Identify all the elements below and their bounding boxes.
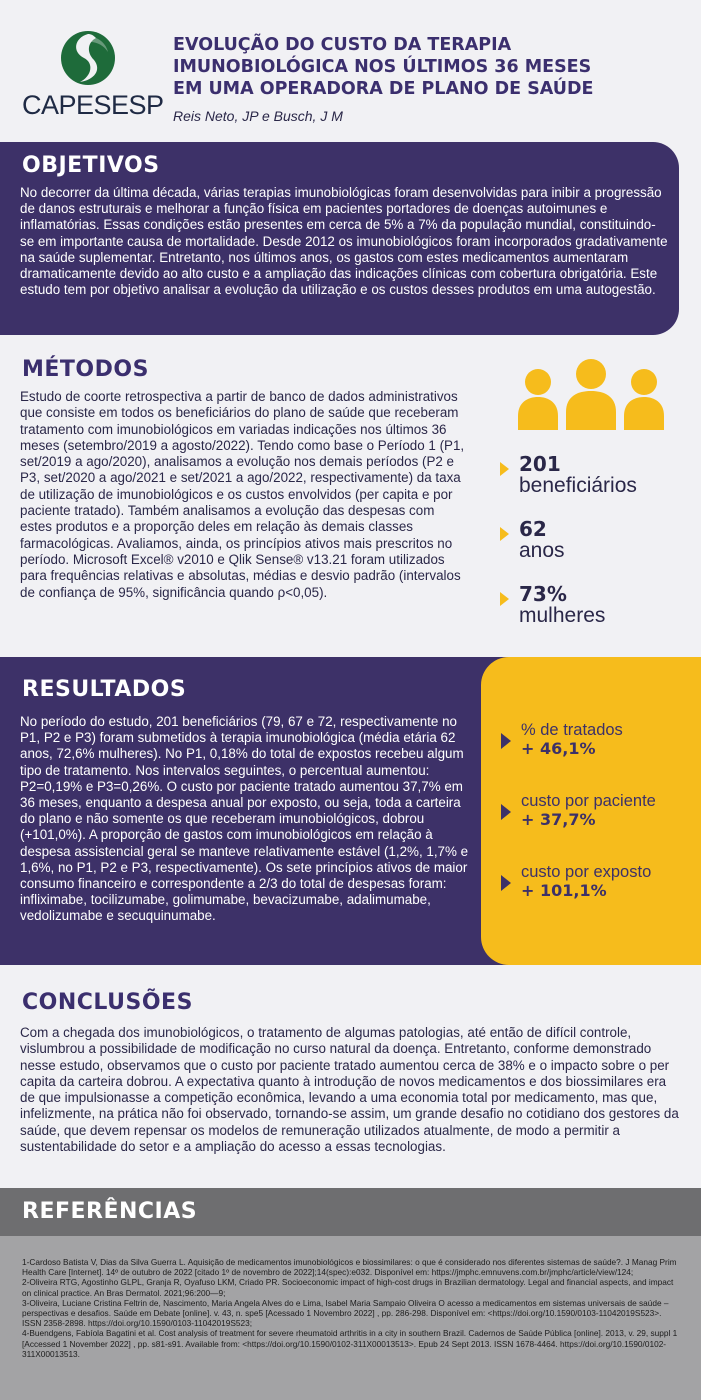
stat-value: 62 [519,517,547,541]
poster-header [0,0,701,140]
reference-item: 3-Oliveira, Luciane Cristina Feltrin de, Nascimento, Maria Angela Alves do e Lima, Isabel Maria Sampaio Oliveira O acesso a medicamentos em sistemas universais de saúde – perspectivas e desafios. Saúde em Debate [online]. v. 43, n. spe5 [Acessado 1 Novembro 2022] , pp. 286-298. Disponível em: <https://doi.org/10.1590/0103-11042019S523>. ISSN 2358-2898. https://doi.org/10.1590/0103-11042019S523; [22,1297,669,1329]
people-group-icon [516,358,666,430]
logo-text: CAPESESP [22,90,164,120]
resultados-highlight-panel [481,657,701,965]
conclusoes-body: Com a chegada dos imunobiológicos, o tratamento de algumas patologias, até então de difícil controle, vislumbrou a possibilidade de modificação no curso natural da doença. Entretanto, conforme demonstrado nesse estudo, observamos que o custo por paciente tratado aumentou cerca de 38% e o impacto sobre o per capita da carteira dobrou. A expectativa quanto à introdução de novos medicamentos e dos biossimilares era de que impulsionasse a competição econômica, levando a uma economia total por medicamento, mas que, infelizmente, na prática não foi observado, tornando-se assim, um grande desafio no cotidiano dos gestores da saúde, que devem repensar os modelos de remuneração utilizados atualmente, de modo a permitir a sustentabilidade do setor e a ampliação do acesso a essas tecnologias. [20,1025,679,1155]
stat-value: 201 [519,452,561,476]
referencias-heading: REFERÊNCIAS [22,1199,198,1224]
result-arrow-icon [501,733,511,749]
result-stat-value: + 101,1% [521,881,607,900]
reference-list [22,1257,682,1359]
stat-label: mulheres [519,604,606,627]
conclusoes-heading: CONCLUSÕES [22,990,193,1015]
result-arrow-icon [501,804,511,820]
resultados-body: No período do estudo, 201 beneficiários (79, 67 e 72, respectivamente no P1, P2 e P3) foram submetidos à terapia imunobiológica (média etária 62 anos, 72,6% mulheres). No P1, 0,18% do total de expostos recebeu algum tipo de tratamento. Nos intervalos seguintes, o percentual aumentou: P2=0,19% e P3=0,26%. O custo por paciente tratado aumentou 37,7% em 36 meses, enquanto a despesa anual por exposto, ou seja, toda a carteira do plano e não somente os que receberam imunobiológicos, dobrou (+101,0%). A proporção de gastos com imunobiológicos em relação à despesa assistencial geral se manteve relativamente estável (1,2%, 1,7% e 1,6%, no P1, P2 e P3, respectivamente). Os sete princípios ativos de maior consumo financeiro e correspondente a 2/3 do total de despesas foram: infliximabe, tocilizumabe, golimumabe, bevacizumabe, adalimumabe, vedolizumabe e secuquinumabe. [20,714,469,924]
reference-item: 4-Buendgens, Fabíola Bagatini et al. Cost analysis of treatment for severe rheumatoid arthritis in a city in southern Brazil. Cadernos de Saúde Pública [online]. 2013, v. 29, suppl 1 [Accessed 1 November 2022] , pp. s81-s91. Available from: <https://doi.org/10.1590/0102-311X00013513>. Epub 24 Sept 2013. ISSN 1678-4464. https://doi.org/10.1590/0102-311X00013513. [22,1328,678,1359]
result-stat-label: custo por exposto [521,863,652,881]
metodos-body: Estudo de coorte retrospectiva a partir de banco de dados administrativos que consiste em todos os beneficiários do plano de saúde que receberam tratamento com imunobiológicos em variadas indicações nos últimos 36 meses (setembro/2019 a agosto/2022). Tendo como base o Período 1 (P1, set/2019 a ago/2020), analisamos a evolução nos demais períodos (P2 e P3, set/2020 a ago/2021 e set/2021 a ago/2022, respectivamente) da taxa de utilização de imunobiológicos e os custos envolvidos (per capita e por paciente tratado). Também analisamos a evolução das despesas com estes produtos e a proporção deles em relação às demais classes farmacológicas. Avaliamos, ainda, os princípios ativos mais prescritos no período. Microsoft Excel® v2010 e Qlik Sense® v13.21 foram utilizados para frequências relativas e absolutas, médias e desvio padrão (intervalos de confiança de 95%, significância quando ρ<0,05). [20,389,465,600]
resultados-section [0,657,701,965]
stat-value: 73% [519,582,567,606]
capesesp-logo [22,28,164,128]
resultados-heading: RESULTADOS [22,677,187,702]
objetivos-body: No decorrer da última década, várias terapias imunobiológicas foram desenvolvidas para inibir a progressão de danos estruturais e melhorar a função física em pacientes portadores de doenças autoimunes e inflamatórias. Essas condições estão presentes em cerca de 5% a 7% da população mundial, constituindo-se em importante causa de mortalidade. Desde 2012 os imunobiológicos foram incorporados gradativamente na saúde suplementar. Entretanto, nos últimos anos, os gastos com estes medicamentos aumentaram dramaticamente devido ao alto custo e a ampliação das indicações clínicas com cobertura obrigatória. Este estudo tem por objetivo analisar a evolução da utilização e os custos desses produtos em uma autogestão. [20,185,668,298]
stat-arrow-icon [500,527,509,541]
objetivos-section [0,142,679,335]
referencias-header [0,1188,701,1236]
result-arrow-icon [501,875,511,891]
poster-title: EVOLUÇÃO DO CUSTO DA TERAPIA IMUNOBIOLÓGICA NOS ÚLTIMOS 36 MESES EM UMA OPERADORA DE PLANO DE SAÚDE [173,35,594,99]
stat-arrow-icon [500,592,509,606]
result-stat-value: + 37,7% [521,810,596,829]
stat-label: beneficiários [519,474,637,497]
reference-item: 2-Oliveira RTG, Agostinho GLPL, Granja R, Oyafuso LKM, Criado PR. Socioeconomic impact of high-cost drugs in Brazilian dermatology. Legal and financial aspects, and impact on clinical practice. An Bras Dermatol. 2021;96:200—9; [22,1277,674,1298]
stat-arrow-icon [500,462,509,476]
authors: Reis Neto, JP e Busch, J M [173,108,343,124]
stat-label: anos [519,539,565,562]
objetivos-heading: OBJETIVOS [22,153,160,178]
result-stat-value: + 46,1% [521,739,596,758]
result-stat-label: % de tratados [521,721,623,739]
metodos-heading: MÉTODOS [22,357,149,382]
logo-mark-icon [60,30,116,86]
result-stat-label: custo por paciente [521,792,656,810]
referencias-body [0,1236,701,1400]
reference-item: 1-Cardoso Batista V, Dias da Silva Guerra L. Aquisição de medicamentos imunobiológicos e biossimilares: o que é considerado nos diferentes sistemas de saúde?. J Manag Prim Health Care [Internet]. 14º de outubro de 2022 [citado 1º de novembro de 2022];14(spec):e032. Disponível em: https://jmphc.emnuvens.com.br/jmphc/article/view/124; [22,1257,677,1278]
